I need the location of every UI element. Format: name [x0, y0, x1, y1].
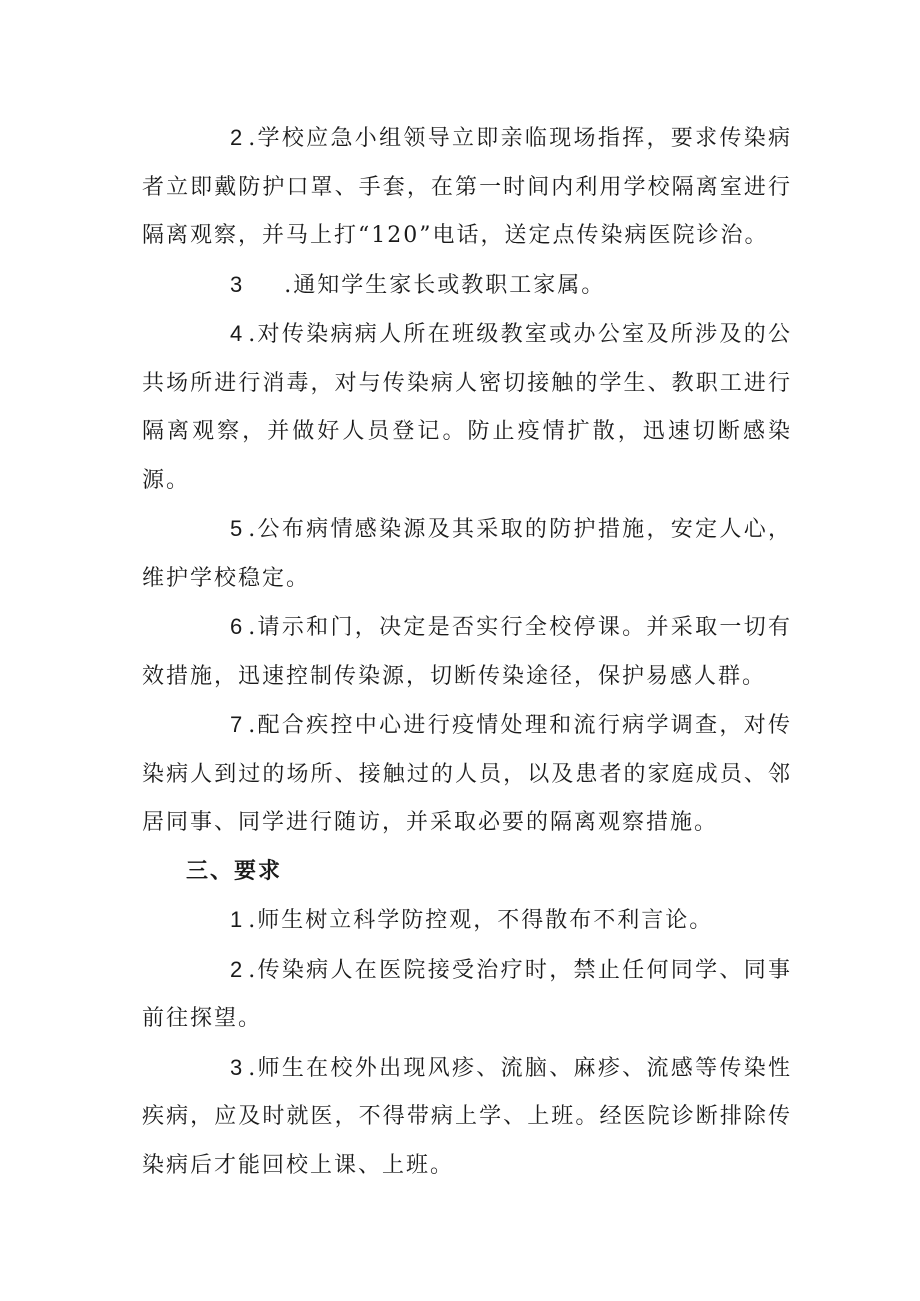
item-number: 7 — [230, 712, 245, 737]
item-text: .师生在校外出现风疹、流脑、麻疹、流感等传染性疾病，应及时就医，不得带病上学、上班。经医院诊断排除传染病后才能回校上课、上班。 — [142, 1055, 792, 1178]
item-number: 2 — [230, 125, 245, 150]
item-text: .公布病情感染源及其采取的防护措施，安定人心，维护学校稳定。 — [142, 517, 792, 591]
paragraph-item-3 — [142, 261, 792, 311]
paragraph-item-5 — [142, 505, 792, 603]
item-number: 3 — [230, 1054, 245, 1080]
item-text: .通知学生家长或教职工家属。 — [284, 272, 606, 298]
item-number: 1 — [230, 907, 245, 932]
requirement-item-1 — [142, 896, 792, 946]
document-body — [142, 114, 792, 1190]
paragraph-item-2 — [142, 114, 792, 261]
requirement-item-2 — [142, 946, 792, 1044]
paragraph-item-7 — [142, 701, 792, 848]
item-number: 6 — [230, 614, 245, 639]
item-text: .传染病人在医院接受治疗时，禁止任何同学、同事前往探望。 — [142, 957, 792, 1031]
item-text: .请示和门，决定是否实行全校停课。并采取一切有效措施，迅速控制传染源，切断传染途径，保护易感人群。 — [142, 615, 792, 689]
item-number: 2 — [230, 956, 245, 982]
item-number: 4 — [230, 321, 245, 346]
paragraph-item-6 — [142, 603, 792, 701]
item-text: .对传染病病人所在班级教室或办公室及所涉及的公共场所进行消毒，对与传染病人密切接触的学生、教职工进行隔离观察，并做好人员登记。防止疫情扩散，迅速切断感染源。 — [142, 322, 792, 493]
section-heading: 三、要求 — [186, 858, 283, 884]
item-text: .配合疾控中心进行疫情处理和流行病学调查，对传染病人到过的场所、接触过的人员，以及患者的家庭成员、邻居同事、同学进行随访，并采取必要的隔离观察措施。 — [142, 713, 792, 835]
requirement-item-3 — [142, 1044, 792, 1191]
paragraph-item-4 — [142, 310, 792, 505]
item-text: .师生树立科学防控观，不得散布不利言论。 — [248, 908, 714, 933]
item-number: 5 — [230, 516, 245, 541]
item-number: 3 — [230, 271, 245, 297]
item-text: .学校应急小组领导立即亲临现场指挥，要求传染病者立即戴防护口罩、手套，在第一时间内利用学校隔离室进行隔离观察，并马上打“120”电话，送定点传染病医院诊治。 — [142, 126, 792, 248]
